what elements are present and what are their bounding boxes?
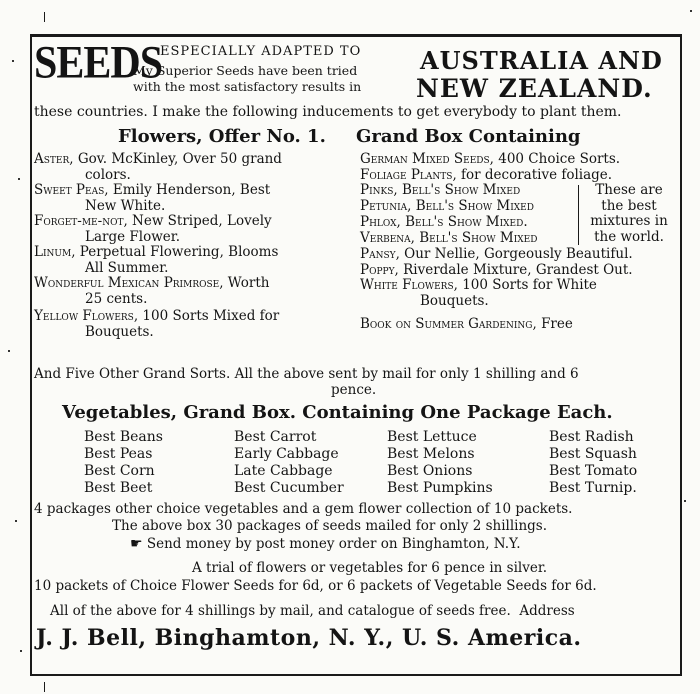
vegetables-line-2: The above box 30 packages of seeds mailed for only 2 shillings.	[112, 518, 548, 534]
verbena-item: Verbena, Bell's Show Mixed	[360, 230, 538, 246]
grand-box-heading: Grand Box Containing	[356, 126, 581, 147]
table-cell: Best Beet	[84, 480, 153, 496]
table-cell: Early Cabbage	[234, 446, 339, 462]
table-cell: Best Radish	[549, 429, 634, 445]
especially-adapted: ESPECIALLY ADAPTED TO	[160, 44, 362, 59]
vegetables-line-3: ☛ Send money by post money order on Binghamton, N.Y.	[130, 536, 521, 552]
list-item: Forget-me-not, New Striped, Lovely	[34, 213, 272, 229]
print-speck	[15, 520, 17, 522]
table-cell: Best Squash	[549, 446, 637, 462]
table-row	[84, 446, 637, 463]
header-line-4: these countries. I make the following inducements to get everybody to plant them.	[34, 104, 622, 120]
print-speck	[690, 10, 692, 12]
column-mark	[44, 682, 45, 692]
list-item: White Flowers, 100 Sorts for White	[360, 277, 597, 293]
print-speck	[20, 650, 22, 652]
australia-heading: AUSTRALIA AND	[420, 46, 663, 75]
flowers-heading: Flowers, Offer No. 1.	[118, 126, 326, 147]
table-cell: Best Corn	[84, 463, 155, 479]
seeds-title: SEEDS	[34, 38, 163, 89]
print-speck	[18, 178, 20, 180]
list-item-cont: 25 cents.	[85, 290, 148, 307]
petunia-item: Petunia, Bell's Show Mixed	[360, 198, 534, 214]
vegetables-line-1: 4 packages other choice vegetables and a gem flower collection of 10 packets.	[34, 501, 573, 517]
table-cell: Best Lettuce	[387, 429, 477, 445]
list-item: Wonderful Mexican Primrose, Worth	[34, 275, 270, 291]
list-item: Sweet Peas, Emily Henderson, Best	[34, 182, 271, 198]
table-row	[84, 463, 637, 480]
list-item: German Mixed Seeds, 400 Choice Sorts.	[360, 151, 621, 167]
pointing-hand-icon: ☛	[130, 536, 143, 552]
list-item-cont: Large Flower.	[85, 228, 181, 245]
header-line-2: My Superior Seeds have been tried	[133, 63, 358, 78]
list-item: Foliage Plants, for decorative foliage.	[360, 166, 613, 183]
table-cell: Late Cabbage	[234, 463, 333, 479]
table-cell: Best Onions	[387, 463, 473, 479]
list-item: Book on Summer Gardening, Free	[360, 316, 573, 332]
list-item-cont: colors.	[85, 166, 131, 183]
print-speck	[8, 350, 10, 352]
pinks-item: Pinks, Bell's Show Mixed	[360, 182, 521, 198]
table-row	[84, 480, 637, 497]
advertiser-name: J. J. Bell, Binghamton, N. Y., U. S. America.	[36, 625, 582, 651]
print-speck	[12, 60, 14, 62]
list-item: Poppy, Riverdale Mixture, Grandest Out.	[360, 261, 633, 278]
column-mark	[44, 12, 45, 22]
best-mixtures-note: These are the best mixtures in the world.	[590, 182, 668, 245]
table-cell: Best Melons	[387, 446, 475, 462]
list-item: Linum, Perpetual Flowering, Blooms	[34, 244, 279, 260]
pence-line: pence.	[331, 382, 377, 398]
packets-line: 10 packets of Choice Flower Seeds for 6d, or 6 packets of Vegetable Seeds for 6d.	[34, 578, 597, 594]
flower-list-right	[360, 152, 676, 333]
list-item-cont: New White.	[85, 197, 166, 214]
flower-list-left	[34, 152, 344, 340]
table-cell: Best Carrot	[234, 429, 317, 445]
trial-line: A trial of flowers or vegetables for 6 pence in silver.	[192, 560, 548, 576]
print-speck	[684, 500, 686, 502]
list-item-cont: Bouquets.	[85, 323, 154, 340]
list-item-cont: All Summer.	[85, 259, 169, 276]
new-zealand-heading: NEW ZEALAND.	[416, 74, 653, 103]
table-cell: Best Tomato	[549, 463, 638, 479]
bracket-rule	[578, 185, 579, 245]
vegetables-heading: Vegetables, Grand Box. Containing One Package Each.	[62, 402, 613, 423]
table-cell: Best Turnip.	[549, 480, 637, 496]
table-cell: Best Peas	[84, 446, 153, 462]
table-cell: Best Beans	[84, 429, 163, 445]
list-item-cont: Bouquets.	[420, 292, 489, 309]
list-item: Aster, Gov. McKinley, Over 50 grand	[34, 151, 282, 167]
list-item: Pansy, Our Nellie, Gorgeously Beautiful.	[360, 246, 633, 262]
five-other-line: And Five Other Grand Sorts. All the above sent by mail for only 1 shilling and 6	[34, 366, 579, 382]
table-row	[84, 429, 637, 446]
header-line-3: with the most satisfactory results in	[133, 79, 362, 94]
all-line: All of the above for 4 shillings by mail, and catalogue of seeds free. Address	[50, 603, 575, 619]
list-item: Yellow Flowers, 100 Sorts Mixed for	[34, 308, 280, 324]
vegetable-table	[84, 429, 637, 497]
bells-show-group	[360, 183, 676, 247]
phlox-item: Phlox, Bell's Show Mixed.	[360, 214, 528, 230]
table-cell: Best Cucumber	[234, 480, 344, 496]
table-cell: Best Pumpkins	[387, 480, 493, 496]
